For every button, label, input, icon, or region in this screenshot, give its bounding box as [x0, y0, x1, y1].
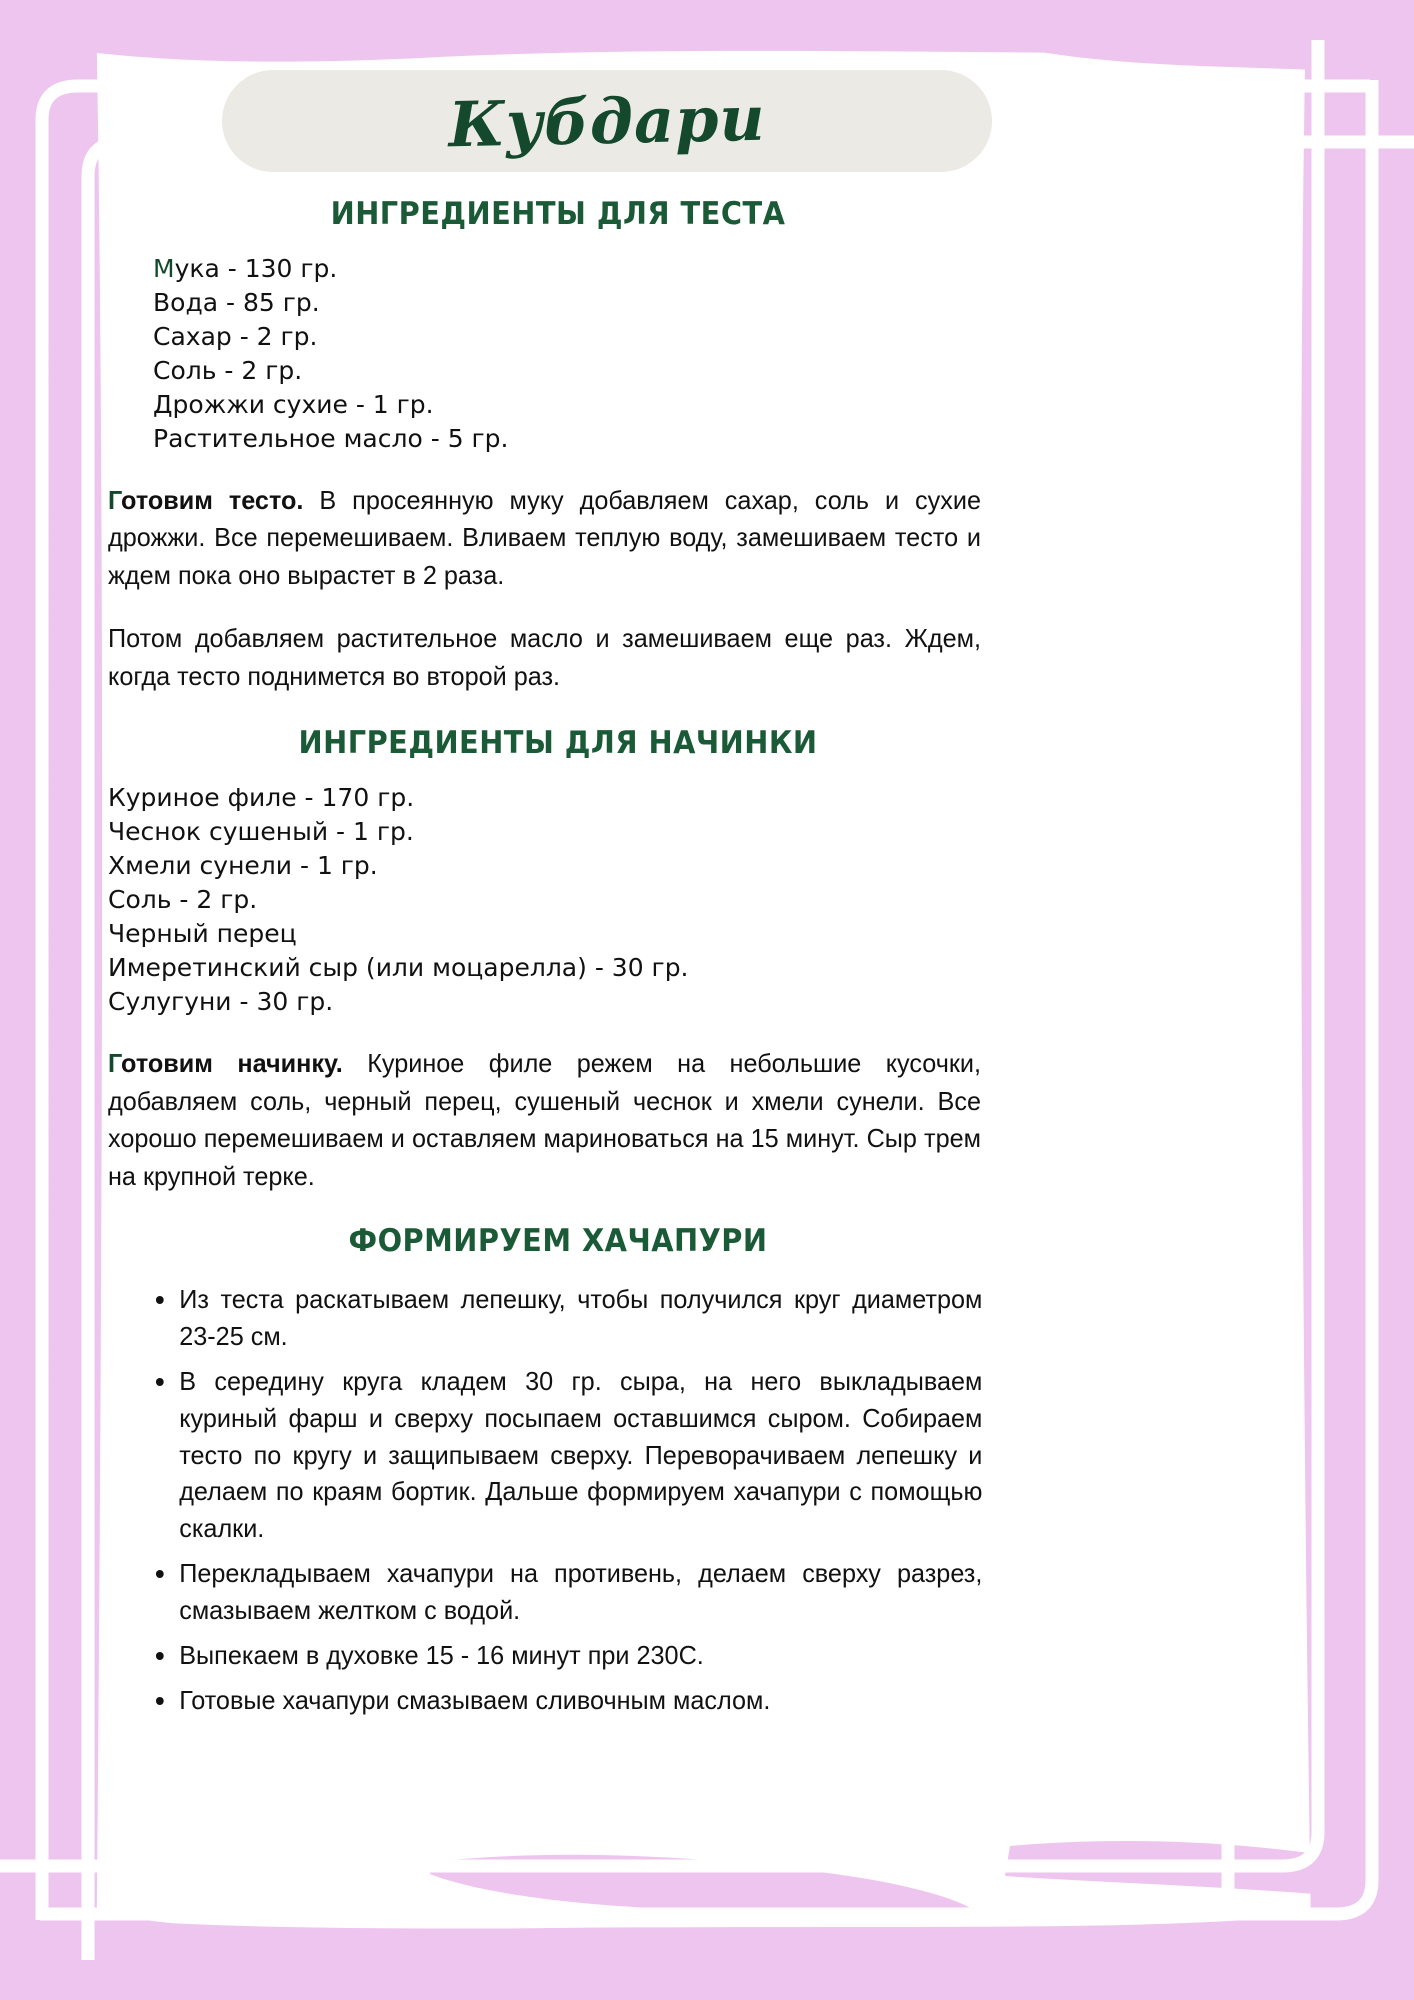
- lead-capital: Г: [108, 1048, 122, 1079]
- filling-instruction-lead: [108, 1048, 343, 1078]
- list-item: Сахар - 2 гр.: [153, 322, 318, 351]
- list-item: Хмели сунели - 1 гр.: [108, 851, 378, 881]
- filling-instruction-body: Куриное филе режем на небольшие кусочки, добавляем соль, черный перец, сушеный чеснок и хмели сунели. Все хорошо перемешиваем и оставляем мариноваться на 15 минут. Сыр трем на крупной терке.: [108, 1048, 982, 1191]
- section-heading-dough: ИНГРЕДИЕНТЫ ДЛЯ ТЕСТА: [330, 196, 786, 232]
- list-item: Из теста раскатываем лепешку, чтобы получился круг диаметром 23-25 см.: [154, 1281, 982, 1355]
- lead-capital: М: [153, 254, 175, 283]
- lead-rest: отовим тесто.: [121, 485, 304, 515]
- dough-ingredient-list: [153, 252, 1008, 456]
- list-item: Перекладываем хачапури на противень, делаем сверху разрез, смазываем желтком с водой.: [154, 1555, 982, 1629]
- filling-ingredient-list: [108, 781, 1008, 1019]
- list-item: Готовые хачапури смазываем сливочным маслом.: [154, 1682, 982, 1719]
- list-item: Дрожжи сухие - 1 гр.: [153, 390, 434, 419]
- page-title: Кубдари: [447, 81, 767, 161]
- dough-instruction-first: [108, 482, 981, 594]
- recipe-content: [108, 186, 1008, 1727]
- dough-instruction-lead: [108, 485, 303, 515]
- list-item: Чеснок сушеный - 1 гр.: [108, 817, 414, 847]
- ingredient-text: ука - 130 гр.: [174, 254, 338, 283]
- list-item: Черный перец: [108, 919, 297, 949]
- filling-instruction: [108, 1045, 981, 1195]
- list-item: Растительное масло - 5 гр.: [153, 424, 509, 453]
- list-item: Сулугуни - 30 гр.: [108, 987, 334, 1017]
- list-item: Вода - 85 гр.: [153, 288, 320, 317]
- list-item: Куриное филе - 170 гр.: [108, 783, 415, 813]
- dough-instruction-body: В просеянную муку добавляем сахар, соль и сухие дрожжи. Все перемешиваем. Вливаем теплую воду, замешиваем тесто и ждем пока оно вырастет в 2 раза.: [108, 485, 981, 590]
- lead-capital: Г: [108, 485, 122, 515]
- list-item: В середину круга кладем 30 гр. сыра, на него выкладываем куриный фарш и сверху посыпаем оставшимся сыром. Собираем тесто по кругу и защипываем сверху. Переворачиваем лепешку и делаем по краям бортик. Дальше формируем хачапури с помощью скалки.: [154, 1363, 982, 1548]
- list-item: Выпекаем в духовке 15 - 16 минут при 230С.: [154, 1637, 982, 1674]
- dough-instruction-second: Потом добавляем растительное масло и замешиваем еще раз. Ждем, когда тесто поднимется во второй раз.: [108, 623, 981, 691]
- list-item: [153, 252, 1008, 286]
- section-heading-forming: ФОРМИРУЕМ ХАЧАПУРИ: [348, 1222, 768, 1259]
- section-heading-filling: ИНГРЕДИЕНТЫ ДЛЯ НАЧИНКИ: [298, 725, 818, 762]
- list-item: Соль - 2 гр.: [108, 885, 258, 915]
- lead-rest: отовим начинку.: [121, 1048, 343, 1079]
- list-item: Имеретинский сыр (или моцарелла) - 30 гр.: [108, 953, 689, 983]
- forming-step-list: [108, 1281, 1008, 1719]
- list-item: Соль - 2 гр.: [153, 356, 303, 385]
